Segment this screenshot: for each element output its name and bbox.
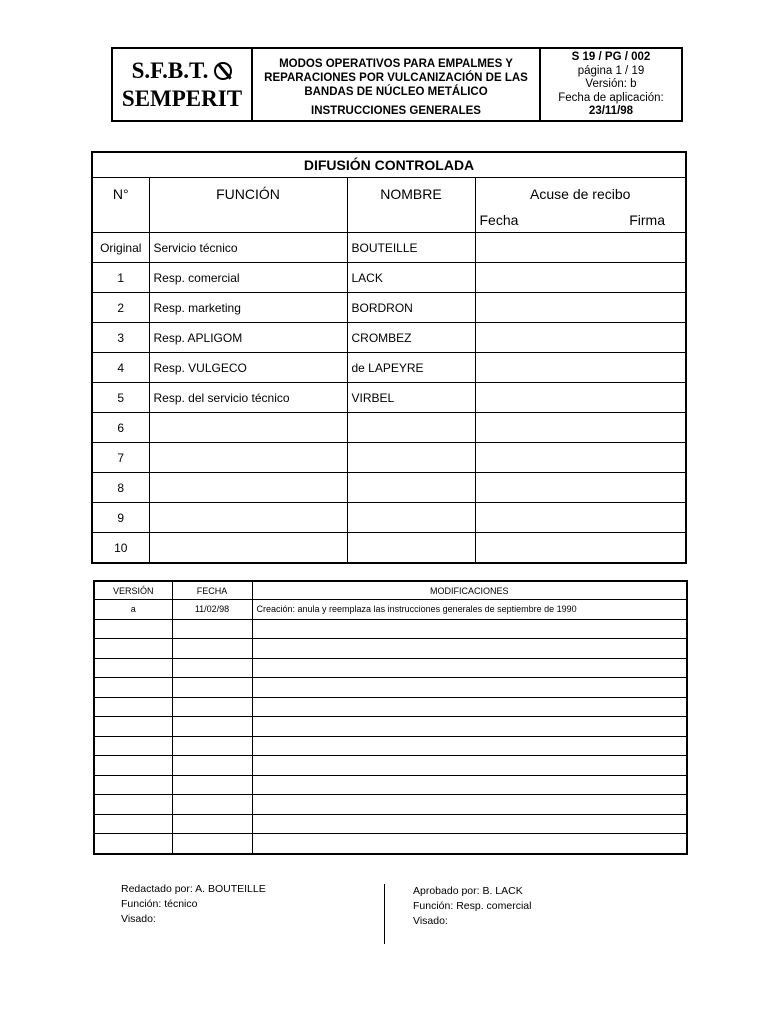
row-number: Original [92,233,149,263]
page-number: página 1 / 19 [577,64,645,77]
logo-text-semperit: SEMPERIT [121,85,243,111]
document-subtitle: INSTRUCCIONES GENERALES [311,105,481,117]
row-ack [475,323,686,353]
col-version-header: VERSIÓN [94,581,172,600]
version-row [94,600,687,620]
row-date [172,639,252,659]
version-row [94,717,687,737]
row-version [94,658,172,678]
row-function [149,443,347,473]
application-date-label: Fecha de aplicación: [558,91,664,104]
row-number: 2 [92,293,149,323]
row-function [149,503,347,533]
row-number: 8 [92,473,149,503]
row-version [94,756,172,776]
version-row [94,814,687,834]
col-date-header: FECHA [172,581,252,600]
version-row [94,697,687,717]
row-ack [475,443,686,473]
approved-by: Aprobado por: B. LACK [413,885,523,897]
row-number: 5 [92,383,149,413]
row-number: 6 [92,413,149,443]
col-no-header: N° [92,178,149,233]
row-version [94,775,172,795]
distribution-row [92,233,686,263]
document-title [253,49,541,120]
row-version: a [94,600,172,620]
row-name: CROMBEZ [347,323,475,353]
row-version [94,795,172,815]
distribution-row [92,473,686,503]
row-date [172,717,252,737]
approved-function: Función: Resp. comercial [413,900,532,912]
row-function: Resp. del servicio técnico [149,383,347,413]
row-function: Servicio técnico [149,233,347,263]
row-changes [252,639,687,659]
document-meta [541,49,681,120]
version-row [94,736,687,756]
ack-title: Acuse de recibo [530,186,631,202]
row-number: 9 [92,503,149,533]
row-version [94,814,172,834]
ack-date-label: Fecha [479,212,519,228]
distribution-row [92,443,686,473]
logo-circle-icon [214,62,232,80]
approved-by-block [413,884,531,929]
row-number: 4 [92,353,149,383]
row-changes: Creación: anula y reemplaza las instrucciones generales de septiembre de 1990 [252,600,687,620]
distribution-header-row [92,178,686,233]
row-date [172,697,252,717]
col-changes-header: MODIFICACIONES [252,581,687,600]
row-changes [252,795,687,815]
row-ack [475,473,686,503]
col-ack-header [475,178,686,233]
logo-text-sfbt: S.F.B.T. [131,57,209,83]
distribution-row [92,353,686,383]
row-function [149,413,347,443]
row-ack [475,383,686,413]
row-function [149,533,347,564]
row-changes [252,658,687,678]
distribution-row [92,413,686,443]
version-row [94,795,687,815]
row-name: LACK [347,263,475,293]
distribution-row [92,533,686,564]
row-version [94,717,172,737]
row-changes [252,775,687,795]
row-name: VIRBEL [347,383,475,413]
row-ack [475,503,686,533]
application-date: 23/11/98 [588,105,634,117]
row-function [149,473,347,503]
row-number: 1 [92,263,149,293]
row-date [172,814,252,834]
row-changes [252,697,687,717]
title-line: REPARACIONES POR VULCANIZACIÓN DE LAS [264,72,528,84]
distribution-row [92,503,686,533]
ack-sign-label: Firma [629,212,666,228]
col-function-header: FUNCIÓN [149,178,347,233]
row-ack [475,263,686,293]
row-version [94,639,172,659]
drafted-by-block [121,882,266,927]
version-row [94,639,687,659]
drafted-visa: Visado: [121,913,156,925]
company-logo [113,49,253,120]
row-version [94,736,172,756]
versions-header-row [94,581,687,600]
row-function: Resp. VULGECO [149,353,347,383]
row-date [172,619,252,639]
col-name-header: NOMBRE [347,178,475,233]
distribution-row [92,323,686,353]
distribution-row [92,263,686,293]
row-function: Resp. APLIGOM [149,323,347,353]
document-header [111,47,683,122]
version-row [94,756,687,776]
version-row [94,834,687,854]
row-name [347,503,475,533]
row-name: de LAPEYRE [347,353,475,383]
version-row [94,619,687,639]
distribution-table [91,151,687,564]
drafted-function: Función: técnico [121,898,198,910]
distribution-row [92,383,686,413]
row-version [94,619,172,639]
row-version [94,678,172,698]
title-line: BANDAS DE NÚCLEO METÁLICO [304,86,488,98]
version-label: Versión: b [585,78,637,90]
row-date [172,658,252,678]
row-name [347,443,475,473]
title-line: MODOS OPERATIVOS PARA EMPALMES Y [279,58,513,70]
row-function: Resp. comercial [149,263,347,293]
row-changes [252,834,687,854]
doc-code: S 19 / PG / 002 [571,51,651,63]
row-ack [475,353,686,383]
row-date [172,736,252,756]
distribution-row [92,293,686,323]
version-row [94,775,687,795]
row-version [94,834,172,854]
row-date: 11/02/98 [172,600,252,620]
row-date [172,775,252,795]
row-changes [252,619,687,639]
row-version [94,697,172,717]
row-name [347,533,475,564]
row-changes [252,756,687,776]
row-changes [252,814,687,834]
approved-visa: Visado: [413,915,448,927]
row-ack [475,413,686,443]
row-changes [252,678,687,698]
row-name: BOUTEILLE [347,233,475,263]
row-name [347,473,475,503]
version-row [94,658,687,678]
distribution-title: DIFUSIÓN CONTROLADA [92,152,686,178]
row-name: BORDRON [347,293,475,323]
row-number: 7 [92,443,149,473]
distribution-title-row [92,152,686,178]
versions-table [93,580,688,855]
signature-divider [384,884,385,944]
row-name [347,413,475,443]
row-date [172,795,252,815]
row-changes [252,736,687,756]
row-number: 10 [92,533,149,564]
row-date [172,756,252,776]
row-number: 3 [92,323,149,353]
row-changes [252,717,687,737]
row-date [172,834,252,854]
row-ack [475,533,686,564]
row-ack [475,293,686,323]
row-date [172,678,252,698]
row-function: Resp. marketing [149,293,347,323]
row-ack [475,233,686,263]
version-row [94,678,687,698]
drafted-by: Redactado por: A. BOUTEILLE [121,883,266,895]
